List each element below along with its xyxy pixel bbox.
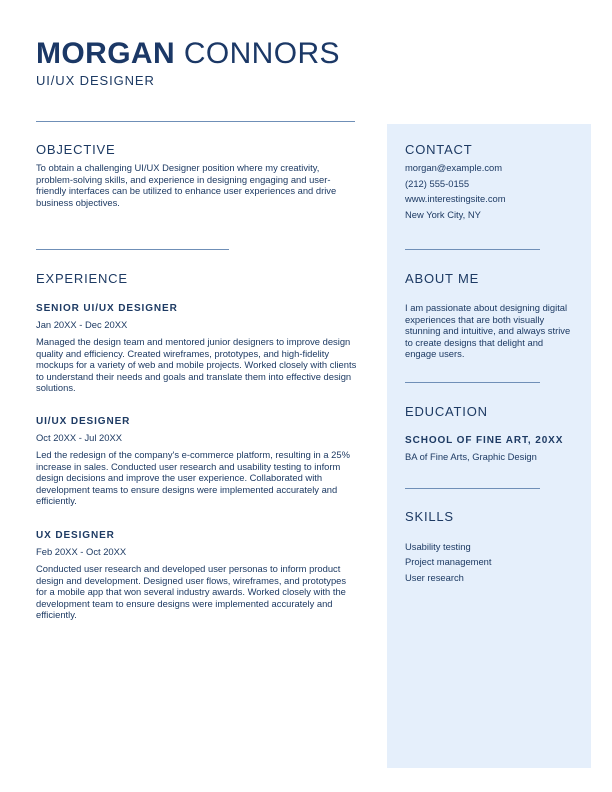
job-2-dates: Oct 20XX - Jul 20XX — [36, 432, 122, 443]
about-text: I am passionate about designing digital experiences that are both visually stunning and intuitive, and always strive to create designs that delight and engage users. — [405, 302, 571, 360]
skill-item: Usability testing — [405, 541, 471, 552]
first-name: MORGAN — [36, 37, 176, 70]
contact-location: New York City, NY — [405, 209, 481, 220]
last-name: CONNORS — [183, 37, 340, 70]
candidate-name — [36, 37, 340, 71]
objective-divider — [36, 249, 229, 250]
job-2-title: UI/UX DESIGNER — [36, 416, 131, 427]
job-1-dates: Jan 20XX - Dec 20XX — [36, 319, 128, 330]
job-1-title: SENIOR UI/UX DESIGNER — [36, 303, 178, 314]
about-heading: ABOUT ME — [405, 271, 480, 286]
skill-item: Project management — [405, 556, 492, 567]
contact-heading: CONTACT — [405, 142, 473, 157]
contact-website[interactable]: www.interestingsite.com — [405, 193, 506, 204]
about-divider — [405, 382, 540, 383]
job-title-heading: UI/UX DESIGNER — [36, 73, 155, 88]
objective-text: To obtain a challenging UI/UX Designer position where my creativity, problem-solving skills, and experience in designing engaging and user-friendly interfaces can be utilized to enhance user experiences and drive business objectives. — [36, 162, 337, 208]
skills-heading: SKILLS — [405, 509, 454, 524]
education-degree: BA of Fine Arts, Graphic Design — [405, 451, 537, 462]
objective-heading: OBJECTIVE — [36, 142, 116, 157]
contact-phone[interactable]: (212) 555-0155 — [405, 178, 470, 189]
job-3-title: UX DESIGNER — [36, 530, 115, 541]
job-2-description: Led the redesign of the company's e-commerce platform, resulting in a 25% increase in sales. Conducted user research and usability testing to inform design decisions and improve the user experience. Collaborated with development teams to ensure designs were implemented accurately and efficiently. — [36, 449, 350, 507]
contact-email[interactable]: morgan@example.com — [405, 162, 503, 173]
job-3-description: Conducted user research and developed user personas to inform product design and development. Designed user flows, wireframes, and prototypes for a mobile app that won several industry awards. Worked closely with the development team to ensure designs were implemented accurately and efficiently. — [36, 563, 347, 621]
education-heading: EDUCATION — [405, 404, 488, 419]
skill-item: User research — [405, 572, 464, 583]
job-1-description: Managed the design team and mentored junior designers to improve design quality and efficiency. Created wireframes, prototypes, and high-fidelity mockups for a variety of web and mobile projects. Worked closely with clients to understand their needs and goals and translate them into effective design solutions. — [36, 336, 357, 394]
header-divider — [36, 121, 355, 122]
contact-divider — [405, 249, 540, 250]
job-3-dates: Feb 20XX - Oct 20XX — [36, 546, 127, 557]
education-school: SCHOOL OF FINE ART, 20XX — [405, 435, 564, 446]
experience-heading: EXPERIENCE — [36, 271, 128, 286]
education-divider — [405, 488, 540, 489]
